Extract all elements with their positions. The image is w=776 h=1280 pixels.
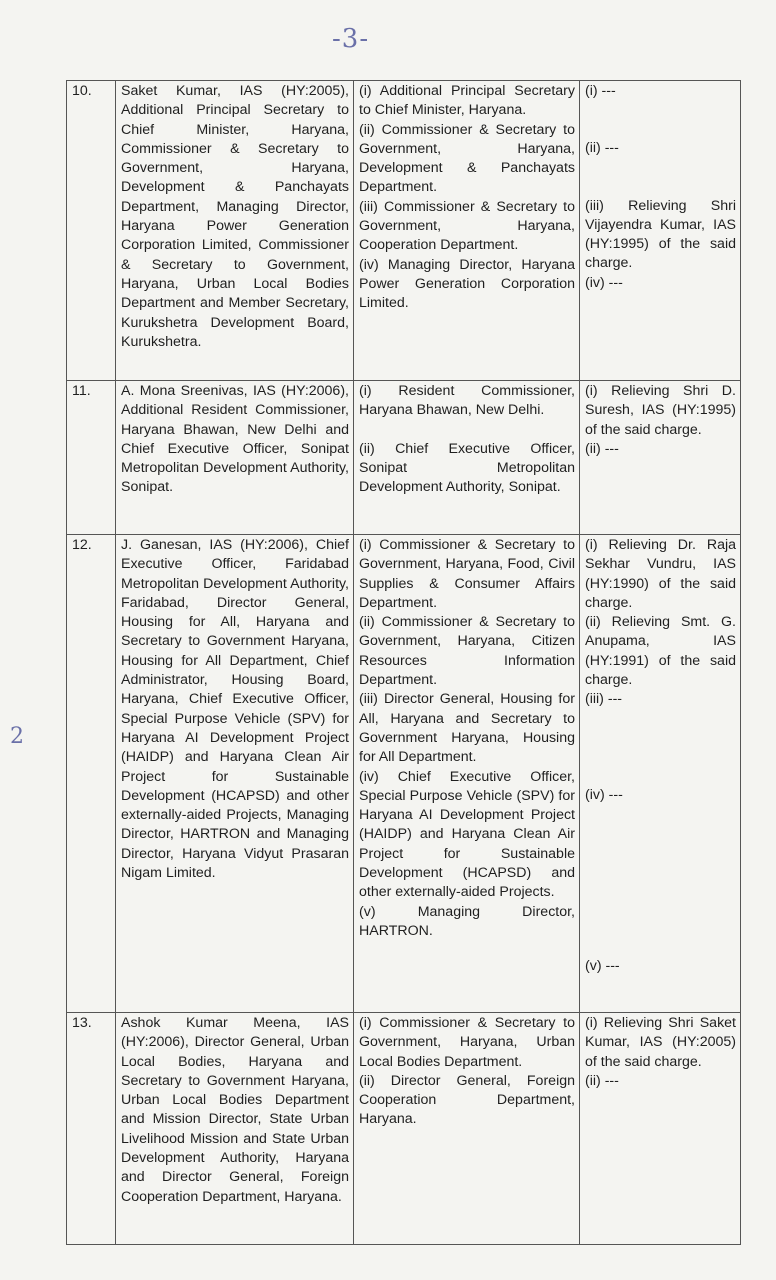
remark-item: (iv) ---: [585, 274, 623, 291]
posting-item: (ii) Chief Executive Officer, Sonipat Metropolitan Development Authority, Sonipat.: [359, 440, 575, 496]
serial-number: 10.: [67, 81, 116, 381]
remarks-cell: [580, 81, 741, 381]
serial-number: 12.: [67, 535, 116, 1013]
remark-item: (i) ---: [585, 83, 616, 99]
posting-item: (ii) Commissioner & Secretary to Government, Haryana, Citizen Resources Information Department.: [359, 614, 575, 689]
remark-item: (i) Relieving Shri D. Suresh, IAS (HY:1995) of the said charge.: [585, 383, 736, 438]
remark-item: (i) Relieving Dr. Raja Sekhar Vundru, IAS (HY:1990) of the said charge.: [585, 537, 736, 611]
remark-item: (v) ---: [585, 957, 620, 974]
posting-item: (v) Managing Director, HARTRON.: [359, 903, 575, 939]
remarks-cell: [580, 1013, 741, 1245]
remark-item: (iii) ---: [585, 691, 623, 708]
posting-item: (ii) Commissioner & Secretary to Government, Haryana, Development & Panchayats Department.: [359, 121, 575, 196]
posting-item: (ii) Director General, Foreign Cooperation Department, Haryana.: [359, 1072, 575, 1128]
officer-details: Ashok Kumar Meena, IAS (HY:2006), Director General, Urban Local Bodies, Haryana and Secretary to Government Haryana, Urban Local Bodies Department and Mission Director, State Urban Livelihood Mission and State Urban Development Authority, Haryana and Director General, Foreign Cooperation Department, Haryana.: [116, 1013, 354, 1245]
remarks-cell: [580, 535, 741, 1013]
posting-cell: [354, 535, 580, 1013]
posting-item: (iv) Chief Executive Officer, Special Purpose Vehicle (SPV) for Haryana AI Development Project (HAIDP) and Haryana Clean Air Project for Sustainable Development (HCAPSD) and other externally-aided Projects.: [359, 768, 575, 901]
remark-item: (iv) ---: [585, 786, 623, 803]
remark-item: (ii) ---: [585, 440, 619, 457]
table-row: [67, 1013, 741, 1245]
table-row: [67, 81, 741, 381]
posting-item: (i) Commissioner & Secretary to Government, Haryana, Urban Local Bodies Department.: [359, 1015, 575, 1070]
posting-cell: [354, 381, 580, 535]
margin-annotation: 2: [10, 724, 24, 749]
table-row: [67, 381, 741, 535]
remark-item: (iii) Relieving Shri Vijayendra Kumar, IAS (HY:1995) of the said charge.: [585, 197, 736, 272]
remark-item: (i) Relieving Shri Saket Kumar, IAS (HY:2005) of the said charge.: [585, 1015, 736, 1070]
officer-details: Saket Kumar, IAS (HY:2005), Additional Principal Secretary to Chief Minister, Haryana, Commissioner & Secretary to Government, Haryana, Development & Panchayats Department, Managing Director, Haryana Power Generation Corporation Limited, Commissioner & Secretary to Government, Haryana, Urban Local Bodies Department and Member Secretary, Kurukshetra Development Board, Kurukshetra.: [116, 81, 354, 381]
posting-item: (i) Resident Commissioner, Haryana Bhawan, New Delhi.: [359, 383, 575, 419]
remarks-cell: [580, 381, 741, 535]
page-number: -3-: [332, 24, 370, 54]
postings-table: [66, 80, 741, 1245]
serial-number: 13.: [67, 1013, 116, 1245]
remark-item: (ii) ---: [585, 140, 619, 157]
table-row: [67, 535, 741, 1013]
remark-item: (ii) ---: [585, 1072, 619, 1089]
remark-item: (ii) Relieving Smt. G. Anupama, IAS (HY:1991) of the said charge.: [585, 614, 736, 689]
posting-item: (i) Additional Principal Secretary to Chief Minister, Haryana.: [359, 83, 575, 119]
serial-number: 11.: [67, 381, 116, 535]
posting-cell: [354, 1013, 580, 1245]
posting-item: (iii) Commissioner & Secretary to Government, Haryana, Cooperation Department.: [359, 198, 575, 254]
officer-details: A. Mona Sreenivas, IAS (HY:2006), Additional Resident Commissioner, Haryana Bhawan, New Delhi and Chief Executive Officer, Sonipat Metropolitan Development Authority, Sonipat.: [116, 381, 354, 535]
posting-item: (iii) Director General, Housing for All, Haryana and Secretary to Government Haryana, Housing for All Department.: [359, 691, 575, 766]
posting-item: (i) Commissioner & Secretary to Government, Haryana, Food, Civil Supplies & Consumer Affairs Department.: [359, 537, 575, 611]
posting-cell: [354, 81, 580, 381]
posting-item: (iv) Managing Director, Haryana Power Generation Corporation Limited.: [359, 256, 575, 312]
officer-details: J. Ganesan, IAS (HY:2006), Chief Executive Officer, Faridabad Metropolitan Development Authority, Faridabad, Director General, Housing for All, Haryana and Secretary to Government Haryana, Housing for All Department, Chief Administrator, Housing Board, Haryana, Chief Executive Officer, Special Purpose Vehicle (SPV) for Haryana AI Development Project (HAIDP) and Haryana Clean Air Project for Sustainable Development (HCAPSD) and other externally-aided Projects, Managing Director, HARTRON and Managing Director, Haryana Vidyut Prasaran Nigam Limited.: [116, 535, 354, 1013]
